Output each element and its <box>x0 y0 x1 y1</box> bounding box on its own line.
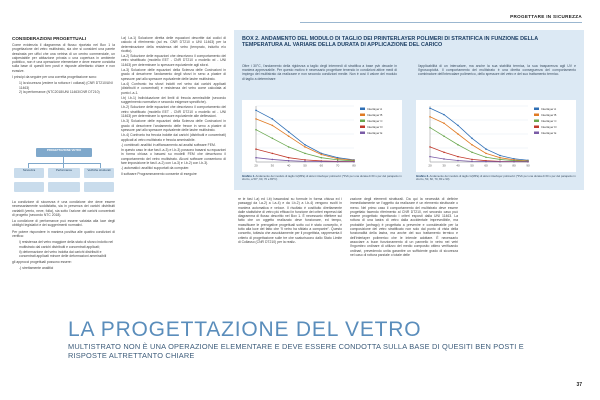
legend-swatch <box>534 120 539 123</box>
x-tick-label: 30 <box>270 163 275 168</box>
paragraph: La condizione di performance può essere valutata alla luce degli obblighi legislativi e dei suggerimenti normativi. <box>12 219 115 228</box>
list-item-text: 2) la performance (NTC2018/UNI 11463/CNR DT210) <box>19 89 100 94</box>
data-point <box>499 157 501 159</box>
caption-label: Grafico 1. <box>242 174 255 178</box>
column-1-continued <box>12 200 115 271</box>
data-point <box>304 144 306 146</box>
legend-label: Interlayer E <box>367 131 383 135</box>
paragraph: Il software Programmamento consente di eseguire <box>121 171 197 176</box>
legend-label: Interlayer A <box>541 107 557 111</box>
legend-label: Interlayer E <box>541 131 557 135</box>
paragraph: La condizione di sicurezza è una condizione che deve essere necessariamente soddisfatta, sia in presenza dei carichi distribuiti variabili (vento, neve, folla), sia sotto l'azione dei carichi concentrati di progetto (secondo NTC 2018). <box>12 200 115 217</box>
data-point <box>485 153 487 155</box>
data-point <box>527 161 529 163</box>
data-point <box>288 135 290 137</box>
data-point <box>321 161 323 163</box>
data-point <box>288 146 290 148</box>
list-item <box>12 240 115 249</box>
data-point <box>304 153 306 155</box>
box-lead: Oltre i 30°C, l'andamento della rigidezza a taglio degli intermedi di stratifica a base pvb decade in maniera apprezzabile. Per questo motivo è necessario progettare tenendo in condizioni attive medi di impiego del multistrato da realizzare e non secondo condizioni medie. Non è così il valore del modulo di taglio a determinare <box>242 64 397 81</box>
column-2 <box>121 36 226 177</box>
caption-label: Grafico 2. <box>416 174 429 178</box>
diagram-main-box: PROGETTAZIONE VETRO <box>36 148 92 157</box>
legend-label: Interlayer D <box>541 125 557 129</box>
data-point <box>471 159 473 161</box>
data-point <box>304 159 306 161</box>
legend-label: Interlayer B <box>541 113 557 117</box>
paragraph: gli approcci progettuali possono essere: <box>12 259 72 264</box>
series-line <box>430 128 528 162</box>
legend-label: Interlayer D <box>367 125 383 129</box>
legend-swatch <box>360 120 365 123</box>
legend-label: Interlayer C <box>541 119 557 123</box>
box-title: BOX 2. ANDAMENTO DEL MODULO DI TAGLIO DEI PRINTERLAYER POLIMERI DI STRATIFICA IN FUNZIONE DELLA TEMPERATURA AL VARIARE DELLA DURATA DI APPLICAZIONE DEL CARICO <box>242 36 538 48</box>
data-point <box>499 159 501 161</box>
data-point <box>272 138 274 140</box>
data-point <box>429 116 431 118</box>
chart-1 <box>242 100 402 172</box>
diagram-box: Sicurezza <box>14 168 44 178</box>
paragraph: I principi da seguire per una corretta progettazione sono: <box>12 75 98 80</box>
x-tick-label: 60 <box>319 163 324 168</box>
data-point <box>485 148 487 150</box>
x-tick-label: 50 <box>303 163 307 168</box>
data-point <box>288 160 290 162</box>
data-point <box>304 161 306 163</box>
data-point <box>429 146 431 148</box>
data-point <box>288 131 290 133</box>
data-point <box>485 156 487 158</box>
diagram-box <box>84 182 114 192</box>
data-point <box>471 138 473 140</box>
legend-swatch <box>360 126 365 129</box>
data-point <box>443 122 445 124</box>
data-point <box>485 161 487 163</box>
legend-swatch <box>360 132 365 135</box>
flow-diagram <box>14 148 114 196</box>
header-rule <box>300 22 582 23</box>
caption-text: Andamento del modulo di taglio G(MPa) di alcuni interlayer polimerici (*Pvb per una durata di 60 s per del parapetto in sforzo, a 50°, 60, 70 e 80°C) <box>242 174 402 182</box>
data-point <box>255 157 257 159</box>
data-point <box>429 156 431 158</box>
paragraph: In questo caso le due fasi I-a-3) e I-b-3) possono basarsi su equazioni in forma chiusa o basarsi su modelli FEM che descrivono il comportamento del vetro multistrato. Alcuni software consentono di fare imposizione le fasi I-a-2) con I-a-3) e I-b-2) con I-b-3). <box>121 148 226 166</box>
data-point <box>499 155 501 157</box>
data-point <box>457 125 459 127</box>
x-tick-label: 90 <box>526 163 530 168</box>
data-point <box>457 144 459 146</box>
list-item-text: i) resistenza del vetro maggiore della stato di sforzo indotto nel multistrato dal carichi distribuiti e concentrati applicati; <box>19 240 114 249</box>
x-tick-label: 20 <box>428 163 432 168</box>
data-point <box>513 161 515 163</box>
data-point <box>457 133 459 135</box>
section-title: CONSIDERAZIONI PROGETTUALI <box>12 36 87 41</box>
chart-2 <box>416 100 576 172</box>
list-item <box>12 266 115 270</box>
diagram-connector <box>28 163 100 164</box>
paragraph: I-a-4) Confronto tra sforzi indotti nel vetro dai carichi applicati (distribuiti e concentrati) e resistenza del vetro come calcolata al punto I-a-1. <box>121 81 226 95</box>
paragraph: I-a-3) Soluzione delle equazioni della Scienza delle Costruzioni in grado di descrivere l'andamento degli sforzi in seno a piastre di spessore pari allo spessore equivalente delle lastre multistrato. <box>121 68 226 81</box>
paragraph: Per potere rispondere in maniera positiva alle quattro condizioni di verifica: <box>12 229 115 239</box>
list-item <box>12 81 115 90</box>
page-number: 37 <box>576 382 582 388</box>
chart-1-plot <box>242 100 402 172</box>
x-tick-label: 80 <box>512 163 516 168</box>
data-point <box>321 157 323 159</box>
legend-swatch <box>534 114 539 117</box>
data-point <box>471 161 473 163</box>
x-tick-label: 20 <box>254 163 258 168</box>
x-tick-label: 50 <box>470 163 474 168</box>
data-point <box>499 161 501 163</box>
caption-text: Andamento del modulo di taglio G(MPa) di alcuni interlayer polimerici (*Pvb per una durata di 60 s per del parapetto in sforzo, 50, 60, 70, 80 e 90) <box>416 174 576 182</box>
data-point <box>337 161 339 163</box>
paragraph: I-b-3) Soluzione delle equazioni della Scienza delle Costruzioni in grado di descrivere l'andamento delle frecce in seno a piastre di spessore pari allo spessore equivalente delle lastre multistrato. <box>121 119 226 132</box>
legend-label: Interlayer A <box>367 107 383 111</box>
data-point <box>429 127 431 129</box>
data-point <box>255 110 257 112</box>
diagram-box <box>48 182 80 192</box>
list-item-text: -) strettamente analitici <box>19 265 54 270</box>
paragraph: Come evidenzia il diagramma di flusso riportato nel Box 1 la progettazione del vetro multistrato, sia che si consideri una parete dessinata per uffici che una vetrina di un centro commerciale, un calpestabile per abitazione privata o una copertura in ambiente pubblico, non è una operazione elementare e deve essere condotta sulla base di quesiti ben posti e risposte altrettanto chiare e non evasive. <box>12 43 115 73</box>
chart-2-plot <box>416 100 576 172</box>
column-4: zazione degli elementi strutturali. Da qui la necessità di definire immediatamente se l'oggetto da realizzare è un elemento strutturale o meno. Nel primo caso il comportamento del multistrato deve essere progettato facendo riferimento al CNR DT210, nel secondo caso può essere progettato rispettando i criteri esposti dalla UNI 11463. La rottura di una lastra di vetro dalla accidentale imprevedibile, ma probabile (anfrago) è progettata a prevenire e considerabile per la composizione del vetro stratificato non solo dal punto di vista della funzionalità della lastra, ma anche del suo trattamento termico e dell'interlayer polimerico che le intende adottare. È necessario associare a buon funzionamento di un pannello in vetro nei vetri l'ingombro ordinare di utilizzo del medio composito ottimo verificando ordinari, prevedendo unita garantire un sufficiente grado di sicurezza nel caso di rottura parziale o totale delle <box>350 197 458 257</box>
box-2 <box>234 30 584 190</box>
data-point <box>255 129 257 131</box>
data-point <box>429 107 431 109</box>
list-item <box>12 250 115 259</box>
data-point <box>457 156 459 158</box>
data-point <box>272 118 274 120</box>
chart-caption <box>416 175 576 182</box>
data-point <box>471 144 473 146</box>
data-point <box>288 157 290 159</box>
diagram-box: Performance <box>48 168 80 178</box>
data-point <box>255 148 257 150</box>
x-tick-label: 30 <box>442 163 446 168</box>
column-1 <box>12 36 115 94</box>
legend-label: Interlayer B <box>367 113 383 117</box>
list-item-text: ii) deformazione del vetro indotta dai carichi distribuiti e concentrati applicati minore delle deformazioni ammissibili <box>19 249 107 259</box>
x-tick-label: 60 <box>484 163 488 168</box>
diagram-box <box>14 182 44 192</box>
data-point <box>255 118 257 120</box>
series-line <box>256 110 354 160</box>
section-header: PROGETTARE IN SICUREZZA <box>510 14 582 19</box>
data-point <box>457 160 459 162</box>
data-point <box>337 159 339 161</box>
data-point <box>443 158 445 160</box>
x-tick-label: 70 <box>498 163 502 168</box>
data-point <box>353 161 355 163</box>
chart-caption <box>242 175 402 182</box>
paragraph: -) automatici: analitici supportati da computer. <box>121 166 190 171</box>
data-point <box>272 159 274 161</box>
legend-label: Interlayer C <box>367 119 383 123</box>
legend-swatch <box>360 114 365 117</box>
x-tick-label: 70 <box>335 163 340 168</box>
data-point <box>304 146 306 148</box>
x-tick-label: 40 <box>286 163 291 168</box>
box-lead: l'applicabilità di un intercalare, ma anche la sua stabilità termica, la sua trasparenza agli UV e l'igroscopicità. Il comportamento del multistrato è una diretta conseguenza del comportamento combinatore dell'intercalare polimerico, dello spessore del vetro e del suo trattamento termico. <box>418 64 576 77</box>
paragraph: I-a-2) Soluzione delle equazioni che descrivono il comportamento del vetro stratificato (modello EET - CNR DT210 o modello wl - UNI 11463) per determinare lo spessore equivalente agli sforzi. <box>121 54 226 67</box>
page-title: LA PROGETTAZIONE DEL VETRO <box>68 318 422 341</box>
page-subtitle: MULTISTRATO NON È UNA OPERAZIONE ELEMENTARE E DEVE ESSERE CONDOTTA SULLA BASE DI QUESITI BEN POSTI E RISPOSTE ALTRETTANTO CHIARE <box>68 342 524 360</box>
legend-swatch <box>534 126 539 129</box>
paragraph: I-b-2) Soluzione delle equazioni che descrivono il comportamento del vetro stratificato (modello EET - CNR DT210 o modello wl - UNI 11463) per determinare lo spessore equivalente alle deflessioni. <box>121 105 226 119</box>
data-point <box>443 152 445 154</box>
data-point <box>272 125 274 127</box>
data-point <box>471 152 473 154</box>
list-item <box>12 90 115 94</box>
data-point <box>272 153 274 155</box>
legend-swatch <box>360 108 365 111</box>
list-item-text: 1) la sicurezza (vedere la rottura e i collassi) (CNR DT210/UNI 11463) <box>19 81 113 90</box>
legend-swatch <box>534 132 539 135</box>
data-point <box>443 135 445 137</box>
data-point <box>443 114 445 116</box>
paragraph: I-b) I-b-1) Individuazione dei limiti di freccia ammissibile (secondo suggerimento normativo e secondo esigenze specifiche). <box>121 95 226 105</box>
paragraph: I-b-4) Confronto tra freccia indotte dai carichi (distribuiti e concentrati) applicati al vetro multistrato e freccia ammissibile. <box>121 133 226 142</box>
paragraph: -) combinati: analitici in affiancamento ad analisi software FEM. <box>121 142 216 147</box>
legend-swatch <box>534 108 539 111</box>
column-3: re le fasi I-a) ed I-b) basandosi su formule in forma chiusa ed i passaggi da I-a-2) a I-a-4) e da I-b-2) a I-b-4) vengono svolti in maniera automatica e veloce. Il risultato è costituito direttamente dalle statistiche di vetro più efficaci in funzione dei criteri espressi dal diagramma di flusso descritto nel Box 1. È necessario riflettere sul fatto che un oggetto realizzato deve funzionare, ed tempo, massificare le prerogative progettuali sotto cui è stato concepito, è tutto alla luce del fatto che "il vetro ha sfidato a comparire". Questo concetto, tuttavia che assolutamente per il progettista, rappresenta il criterio di progettazione sulle tre che scaturiscono dallo Stato Limite di Collasso (CNR DT210) per la realiz- <box>238 197 342 244</box>
paragraph: I-a) I-a-1) Soluzione diretta delle equazioni descritte dai codici di calcolo di riferimento (ad es. CNR DT210 o UNI 11463) per la determinazione della resistenza del vetro (temprato, indurito e/o ricotto). <box>121 36 226 53</box>
x-tick-label: 40 <box>456 163 460 168</box>
data-point <box>321 154 323 156</box>
diagram-box: Verifiche strutturali <box>84 168 114 178</box>
x-tick-label: 80 <box>352 163 356 168</box>
